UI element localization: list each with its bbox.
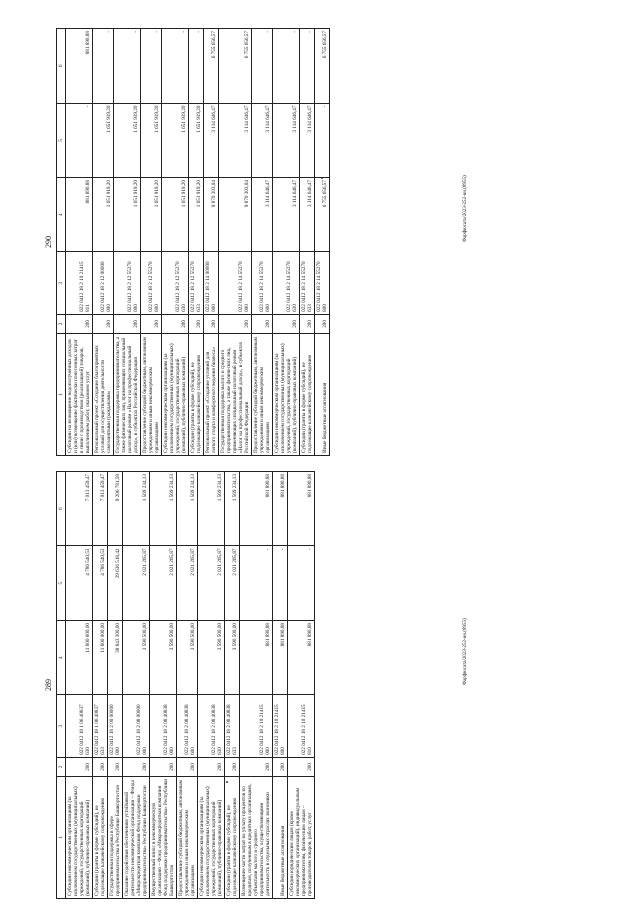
cell-v6: 1 569 234,13 — [198, 472, 225, 546]
cell-v4: 3 590 500,00 — [198, 620, 225, 695]
cell-name: Возмещение части затрат на уплату процентов по кредитам, полученным в кредитных организациях, субъектами малого и среднего предпринимательства, осуществляющими деятельность в отдельных отраслях экономики — [240, 776, 273, 898]
cell-vr: 200 — [225, 757, 240, 776]
table-row — [252, 29, 273, 456]
table-row — [273, 29, 300, 456]
table-row — [198, 472, 225, 899]
table-row — [123, 472, 150, 899]
cell-v4: 3 114 646,47 — [252, 178, 273, 252]
cell-v4: 3 590 500,00 — [177, 620, 198, 695]
cell-v6: - — [252, 29, 273, 104]
table-header-row — [57, 29, 66, 456]
cell-v5: - — [240, 546, 273, 621]
table-body — [66, 29, 330, 456]
table-row — [93, 29, 114, 456]
cell-name: Иные бюджетные ассигнования — [315, 333, 330, 455]
cell-v6: - — [141, 29, 162, 104]
cell-v5: 4 786 540,53 — [66, 546, 93, 621]
cell-v5: 3 114 646,47 — [300, 103, 315, 177]
cell-code: 022 0412 18 2 14 00000 000 — [204, 252, 219, 314]
table-row — [273, 472, 288, 899]
cell-v4: 3 590 500,00 — [225, 620, 240, 695]
cell-code: 022 0412 18 2 12 55270 600 — [141, 252, 162, 314]
cell-vr: 200 — [315, 314, 330, 333]
table-row — [204, 29, 219, 456]
cell-v6: - — [189, 29, 204, 104]
cell-code: 022 0412 18 2 10 21415 810 — [288, 695, 315, 757]
column-header: 1 — [57, 776, 66, 898]
cell-v5: - — [315, 103, 330, 177]
budget-table — [56, 28, 330, 456]
cell-v6: 881 890,88 — [273, 472, 288, 546]
column-header: 3 — [57, 252, 66, 314]
cell-v5: - — [66, 103, 93, 177]
cell-vr: 200 — [300, 314, 315, 333]
cell-name: Региональный проект «Создание условий для легкого старта и комфортного ведения бизнеса» — [204, 333, 219, 455]
cell-v6: 7 013 459,47 — [93, 472, 108, 546]
cell-vr: 200 — [150, 757, 177, 776]
cell-v6: - — [162, 29, 189, 104]
cell-name: Предоставление субсидий бюджетным, автономным учреждениям и иным некоммерческим организациям — [177, 776, 198, 898]
cell-v6: - — [114, 29, 141, 104]
cell-name: Государственная поддержка малого и среднего предпринимательства, а также физических лиц, применяющих специальный налоговый режим «Налог на профессиональный доход», в субъектах Российской Федерации — [219, 333, 252, 455]
cell-code: 022 0412 18 2 08 00000 000 — [123, 695, 150, 757]
cell-name: Предоставление субсидий бюджетным, автономным учреждениям и иным некоммерческим организациям — [252, 333, 273, 455]
page-number: 290 — [44, 236, 53, 248]
column-header: 5 — [57, 546, 66, 621]
cell-code: 022 0412 18 2 14 55270 800 — [315, 252, 330, 314]
cell-v6: 1 569 234,13 — [225, 472, 240, 546]
cell-vr: 200 — [252, 314, 273, 333]
table-row — [288, 472, 315, 899]
cell-code: 022 0412 18 2 12 55270 000 — [114, 252, 141, 314]
cell-vr: 200 — [66, 314, 93, 333]
cell-v4: 1 651 919,20 — [189, 178, 204, 252]
cell-code: 022 0412 18 2 00 00000 000 — [108, 695, 123, 757]
cell-vr: 200 — [93, 757, 108, 776]
cell-v6: 881 890,88 — [288, 472, 315, 546]
column-header: 4 — [57, 178, 66, 252]
cell-v6: - — [273, 29, 300, 104]
table-row — [141, 29, 162, 456]
cell-v6: 7 013 459,47 — [66, 472, 93, 546]
table-row — [162, 29, 189, 456]
cell-v4: 881 890,88 — [273, 620, 288, 695]
cell-code: 022 0412 18 2 12 55270 630 — [162, 252, 189, 314]
cell-name: Государственная поддержка в сфере предпринимательства в Республике Башкортостан — [108, 776, 123, 898]
cell-v6: 6 755 656,57 — [315, 29, 330, 104]
cell-name: Субсидии на возмещение недополученных доходов и (или) возмещение фактически понесенных затрат в связи с производством (реализацией) товаров, выполнением работ, оказанием услуг — [66, 333, 93, 455]
cell-vr: 200 — [93, 314, 114, 333]
cell-code: 022 0412 18 1 06 40837 630 — [66, 695, 93, 757]
table-row — [66, 29, 93, 456]
cell-name: Предоставление субсидий бюджетным, автономным учреждениям и иным некоммерческим организациям — [141, 333, 162, 455]
table-row — [66, 472, 93, 899]
table-body — [66, 472, 315, 899]
cell-v4: 881 890,88 — [240, 620, 273, 695]
cell-v5: 2 021 265,87 — [150, 546, 177, 621]
cell-vr: 200 — [204, 314, 219, 333]
budget-table — [56, 471, 315, 899]
cell-code: 022 0412 18 1 06 40837 633 — [93, 695, 108, 757]
table-header-row — [57, 472, 66, 899]
column-header: 6 — [57, 472, 66, 546]
column-header: 2 — [57, 757, 66, 776]
cell-v5: 1 651 919,20 — [162, 103, 189, 177]
cell-v4: 11 800 000,00 — [66, 620, 93, 695]
cell-v4: 3 590 500,00 — [150, 620, 177, 695]
cell-code: 022 0412 18 2 14 55270 630 — [273, 252, 300, 314]
cell-v5: 29 636 518,42 — [108, 546, 123, 621]
cell-v5: 2 021 265,87 — [225, 546, 240, 621]
cell-vr: 200 — [198, 757, 225, 776]
cell-v4: 881 890,88 — [288, 620, 315, 695]
cell-v6: 1 569 234,13 — [123, 472, 150, 546]
column-header: 2 — [57, 314, 66, 333]
scan-speck — [321, 177, 323, 179]
cell-name: Иные бюджетные ассигнования — [273, 776, 288, 898]
cell-code: 022 0412 18 2 08 40838 633 — [225, 695, 240, 757]
cell-vr: 200 — [141, 314, 162, 333]
cell-v6: - — [300, 29, 315, 104]
cell-vr: 200 — [240, 757, 273, 776]
table-row — [315, 29, 330, 456]
cell-v4: 1 651 919,20 — [141, 178, 162, 252]
cell-v6: 1 569 234,13 — [150, 472, 177, 546]
cell-code: 022 0412 18 2 14 55270 600 — [252, 252, 273, 314]
cell-v6: 9 206 781,58 — [108, 472, 123, 546]
cell-code: 022 0412 18 2 10 21415 000 — [240, 695, 273, 757]
page-289 — [40, 465, 468, 905]
cell-vr: 200 — [108, 757, 123, 776]
cell-name: Субсидии (гранты в форме субсидий), не подлежащие казначейскому сопровождению — [225, 776, 240, 898]
cell-vr: 200 — [219, 314, 252, 333]
column-header: 5 — [57, 103, 66, 177]
cell-v5: 3 114 646,47 — [273, 103, 300, 177]
cell-v6: 881 890,88 — [240, 472, 273, 546]
cell-name: Региональный проект «Создание благоприятных условий для осуществления деятельности самозанятыми гражданами» — [93, 333, 114, 455]
cell-v4: 38 843 300,00 — [108, 620, 123, 695]
cell-code: 022 0412 18 2 10 21415 811 — [66, 252, 93, 314]
scan-speck — [226, 781, 228, 783]
cell-vr: 200 — [189, 314, 204, 333]
table-row — [177, 472, 198, 899]
cell-v4: 9 870 303,04 — [219, 178, 252, 252]
cell-vr: 200 — [273, 757, 288, 776]
cell-v4: 881 890,88 — [66, 178, 93, 252]
cell-name: Имущественный взнос в некоммерческую организацию – Фонд «Микрокредитная компания Фонд поддержки предпринимательства» Республики Башкортостан — [150, 776, 177, 898]
cell-v4: 1 651 919,20 — [162, 178, 189, 252]
cell-v5: - — [273, 546, 288, 621]
page-290 — [40, 22, 468, 462]
cell-v4: 1 651 919,20 — [93, 178, 114, 252]
cell-v5: 3 114 646,47 — [252, 103, 273, 177]
cell-v6: 1 569 234,13 — [177, 472, 198, 546]
cell-v5: 2 021 265,87 — [198, 546, 225, 621]
cell-v5: 3 114 646,47 — [219, 103, 252, 177]
cell-name: Субсидии (гранты в форме субсидий), не подлежащие казначейскому сопровождению — [300, 333, 315, 455]
cell-name: Субсидии (гранты в форме субсидий), не подлежащие казначейскому сопровождению — [189, 333, 204, 455]
cell-v4: 3 114 646,47 — [300, 178, 315, 252]
cell-code: 022 0412 18 2 10 21415 800 — [273, 695, 288, 757]
table-row — [189, 29, 204, 456]
table-row — [225, 472, 240, 899]
cell-vr: 200 — [162, 314, 189, 333]
column-header: 4 — [57, 620, 66, 695]
cell-name: Субсидии некоммерческим организациям (за исключением государственных (муниципальных) учреждений, государственных корпораций (компаний), публично-правовых компаний) — [198, 776, 225, 898]
cell-code: 022 0412 18 2 14 55270 633 — [300, 252, 315, 314]
cell-code: 022 0412 18 2 12 55270 633 — [189, 252, 204, 314]
cell-v5: 1 651 919,20 — [141, 103, 162, 177]
cell-name: Оказание содействия обеспечению устойчивой деятельности некоммерческой организации – Фонда «Микрокредитная компания Фонд поддержки предпринимательства» Республики Башкортостан — [123, 776, 150, 898]
table-row — [114, 29, 141, 456]
column-header: 3 — [57, 695, 66, 757]
cell-code: 022 0412 18 2 08 40838 600 — [177, 695, 198, 757]
cell-v4: 3 114 646,47 — [273, 178, 300, 252]
cell-v4: 6 755 656,57 — [315, 178, 330, 252]
cell-v5: 4 786 540,53 — [93, 546, 108, 621]
cell-v5: 1 651 919,20 — [114, 103, 141, 177]
cell-v5: - — [288, 546, 315, 621]
cell-name: Субсидии юридическим лицам (кроме некоммерческих организаций), индивидуальным предпринимателям, физическим лицам – производителям товаров, работ, услуг — [288, 776, 315, 898]
cell-v5: 3 114 646,47 — [204, 103, 219, 177]
cell-name: Субсидии некоммерческим организациям (за исключением государственных (муниципальных) учреждений, государственных корпораций (компаний), публично-правовых компаний) — [273, 333, 300, 455]
document-code: Фарфюсата/2023-252-ин.(8955) — [463, 175, 468, 242]
cell-name: Субсидии некоммерческим организациям (за исключением государственных (муниципальных) учреждений, государственных корпораций (компаний), публично-правовых компаний) — [162, 333, 189, 455]
cell-v6: - — [93, 29, 114, 104]
page-number: 289 — [44, 679, 53, 691]
cell-v6: 6 755 656,57 — [204, 29, 219, 104]
cell-code: 022 0412 18 2 12 00000 000 — [93, 252, 114, 314]
cell-v4: 3 590 500,00 — [123, 620, 150, 695]
cell-vr: 200 — [288, 757, 315, 776]
cell-vr: 200 — [123, 757, 150, 776]
table-row — [240, 472, 273, 899]
cell-v5: 2 021 265,87 — [123, 546, 150, 621]
cell-v4: 1 651 919,20 — [114, 178, 141, 252]
cell-v6: 881 890,88 — [66, 29, 93, 104]
column-header: 1 — [57, 333, 66, 455]
cell-v5: 1 651 919,20 — [189, 103, 204, 177]
table-row — [93, 472, 108, 899]
column-header: 6 — [57, 29, 66, 104]
cell-v4: 11 800 000,00 — [93, 620, 108, 695]
cell-vr: 200 — [114, 314, 141, 333]
table-row — [219, 29, 252, 456]
document-code: Фарфюсата/2023-252-ин.(8955) — [463, 618, 468, 685]
cell-v5: 1 651 919,20 — [93, 103, 114, 177]
cell-v4: 9 870 303,04 — [204, 178, 219, 252]
cell-vr: 200 — [66, 757, 93, 776]
cell-code: 022 0412 18 2 14 55270 000 — [219, 252, 252, 314]
table-row — [108, 472, 123, 899]
table-row — [300, 29, 315, 456]
cell-name: Государственная поддержка предпринимательства, а также физических лиц, применяющих специальный налоговый режим «Налог на профессиональный доход», в субъектах Российской Федерации — [114, 333, 141, 455]
cell-name: Субсидии (гранты в форме субсидий), не подлежащие казначейскому сопровождению — [93, 776, 108, 898]
cell-vr: 200 — [177, 757, 198, 776]
table-row — [150, 472, 177, 899]
cell-vr: 200 — [273, 314, 300, 333]
cell-v5: 2 021 265,87 — [177, 546, 198, 621]
cell-v6: 6 755 656,57 — [219, 29, 252, 104]
cell-name: Субсидии некоммерческим организациям (за исключением государственных (муниципальных) учреждений, государственных корпораций (компаний), публично-правовых компаний) — [66, 776, 93, 898]
cell-code: 022 0412 18 2 08 40838 630 — [198, 695, 225, 757]
cell-code: 022 0412 18 2 08 40838 000 — [150, 695, 177, 757]
